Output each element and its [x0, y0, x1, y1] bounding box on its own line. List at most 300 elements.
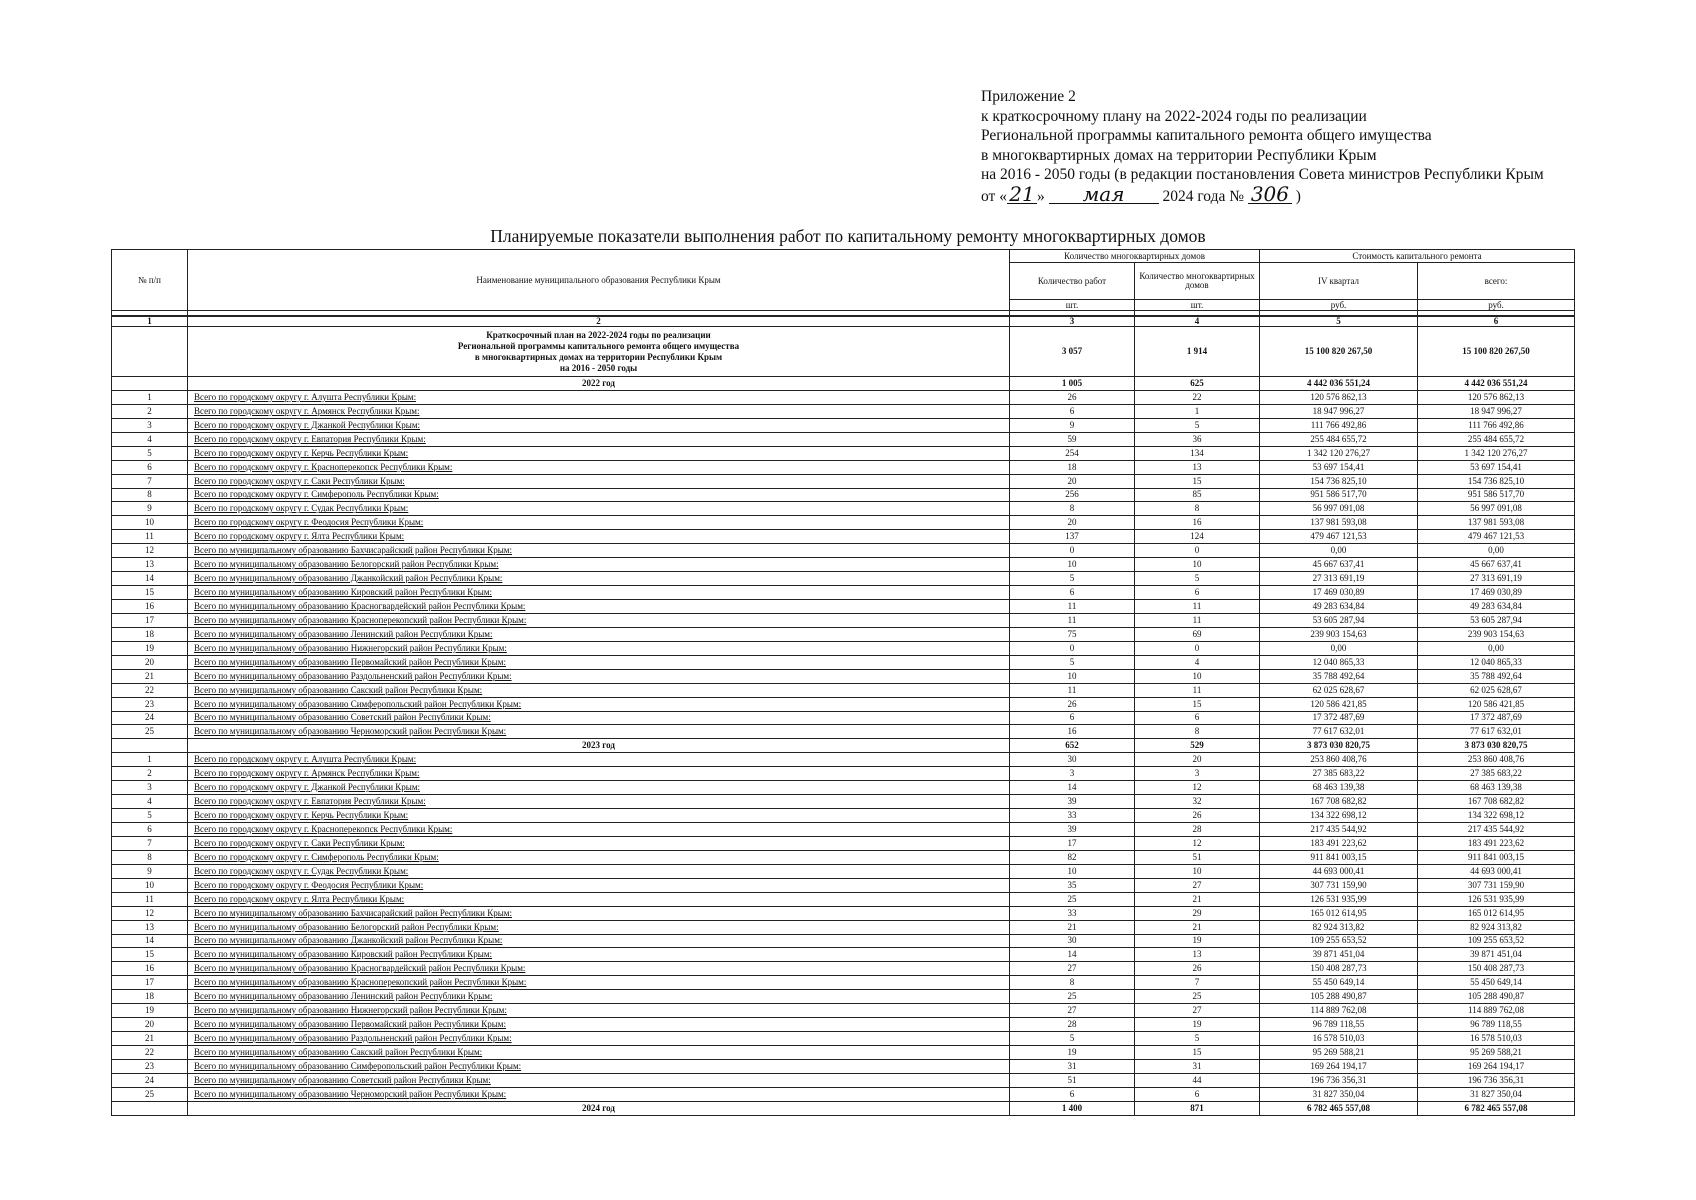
unit-houses: шт.: [1135, 300, 1260, 311]
header-line: Региональной программы капитального ремонта общего имущества: [981, 127, 1432, 144]
year-label: 2022 год: [188, 377, 1010, 391]
table-row: [112, 502, 1575, 516]
col-number: 2: [188, 316, 1010, 327]
col-number: 5: [1260, 316, 1418, 327]
row-houses: 134: [1135, 446, 1260, 460]
table-row: [112, 697, 1575, 711]
table-row: [112, 655, 1575, 669]
year-total: 3 873 030 820,75: [1418, 739, 1575, 753]
row-q4: 77 617 632,01: [1260, 725, 1418, 739]
row-name: Всего по муниципальному образованию Черноморский район Республики Крым:: [188, 1087, 1010, 1101]
row-num: 11: [112, 892, 188, 906]
row-num: 23: [112, 1059, 188, 1073]
header-date-line: [981, 181, 1681, 207]
row-works: 256: [1010, 488, 1135, 502]
row-works: 10: [1010, 864, 1135, 878]
row-name: Всего по городскому округу г. Керчь Республики Крым:: [188, 809, 1010, 823]
row-num: 5: [112, 446, 188, 460]
row-name: Всего по городскому округу г. Евпатория Республики Крым:: [188, 795, 1010, 809]
table-row: [112, 488, 1575, 502]
row-houses: 13: [1135, 460, 1260, 474]
row-houses: 22: [1135, 390, 1260, 404]
row-name: Всего по муниципальному образованию Нижнегорский район Республики Крым:: [188, 641, 1010, 655]
row-q4: 239 903 154,63: [1260, 627, 1418, 641]
row-total: 154 736 825,10: [1418, 474, 1575, 488]
row-q4: 96 789 118,55: [1260, 1018, 1418, 1032]
row-name: Всего по муниципальному образованию Джанкойский район Республики Крым:: [188, 572, 1010, 586]
row-works: 28: [1010, 1018, 1135, 1032]
row-total: 44 693 000,41: [1418, 864, 1575, 878]
table-row: [112, 934, 1575, 948]
table-row: [112, 460, 1575, 474]
row-works: 51: [1010, 1073, 1135, 1087]
col-number: 4: [1135, 316, 1260, 327]
table-row: [112, 948, 1575, 962]
table-row: [112, 781, 1575, 795]
row-houses: 28: [1135, 823, 1260, 837]
table-row: [112, 850, 1575, 864]
row-name: Всего по муниципальному образованию Симферопольский район Республики Крым:: [188, 697, 1010, 711]
row-total: 17 469 030,89: [1418, 586, 1575, 600]
row-name: Всего по муниципальному образованию Первомайский район Республики Крым:: [188, 655, 1010, 669]
year-total: 4 442 036 551,24: [1418, 377, 1575, 391]
year-q4: 6 782 465 557,08: [1260, 1101, 1418, 1115]
table-row: [112, 823, 1575, 837]
row-works: 59: [1010, 432, 1135, 446]
row-name: Всего по городскому округу г. Саки Республики Крым:: [188, 474, 1010, 488]
row-q4: 12 040 865,33: [1260, 655, 1418, 669]
unit-q4: руб.: [1260, 300, 1418, 311]
row-num: 17: [112, 976, 188, 990]
col-number: 3: [1010, 316, 1135, 327]
table-row: [112, 1046, 1575, 1060]
row-num: 24: [112, 711, 188, 725]
row-q4: 53 697 154,41: [1260, 460, 1418, 474]
row-works: 18: [1010, 460, 1135, 474]
row-total: 165 012 614,95: [1418, 906, 1575, 920]
row-houses: 11: [1135, 600, 1260, 614]
header-line: на 2016 - 2050 годы (в редакции постановления Совета министров Республики Крым: [981, 166, 1544, 183]
year-works: 652: [1010, 739, 1135, 753]
row-works: 0: [1010, 544, 1135, 558]
row-total: 31 827 350,04: [1418, 1087, 1575, 1101]
row-name: Всего по городскому округу г. Евпатория Республики Крым:: [188, 432, 1010, 446]
row-name: Всего по муниципальному образованию Первомайский район Республики Крым:: [188, 1018, 1010, 1032]
row-q4: 169 264 194,17: [1260, 1059, 1418, 1073]
row-works: 14: [1010, 948, 1135, 962]
row-name: Всего по муниципальному образованию Ленинский район Республики Крым:: [188, 627, 1010, 641]
row-q4: 39 871 451,04: [1260, 948, 1418, 962]
row-q4: 137 981 593,08: [1260, 516, 1418, 530]
row-name: Всего по муниципальному образованию Бахчисарайский район Республики Крым:: [188, 906, 1010, 920]
row-works: 33: [1010, 906, 1135, 920]
table-row: [112, 474, 1575, 488]
row-houses: 12: [1135, 836, 1260, 850]
row-q4: 126 531 935,99: [1260, 892, 1418, 906]
row-total: 169 264 194,17: [1418, 1059, 1575, 1073]
row-houses: 7: [1135, 976, 1260, 990]
row-q4: 109 255 653,52: [1260, 934, 1418, 948]
year-houses: 625: [1135, 377, 1260, 391]
row-works: 6: [1010, 404, 1135, 418]
year-works: 1 005: [1010, 377, 1135, 391]
row-num: 18: [112, 990, 188, 1004]
unit-total: руб.: [1418, 300, 1575, 311]
row-houses: 20: [1135, 753, 1260, 767]
row-q4: 53 605 287,94: [1260, 613, 1418, 627]
row-total: 18 947 996,27: [1418, 404, 1575, 418]
row-total: 134 322 698,12: [1418, 809, 1575, 823]
row-total: 95 269 588,21: [1418, 1046, 1575, 1060]
row-name: Всего по городскому округу г. Ялта Республики Крым:: [188, 892, 1010, 906]
row-houses: 1: [1135, 404, 1260, 418]
row-total: 0,00: [1418, 544, 1575, 558]
row-q4: 55 450 649,14: [1260, 976, 1418, 990]
row-name: Всего по городскому округу г. Джанкой Республики Крым:: [188, 418, 1010, 432]
row-num: 19: [112, 1004, 188, 1018]
col-header-name: Наименование муниципального образования Республики Крым: [188, 250, 1010, 311]
row-q4: 114 889 762,08: [1260, 1004, 1418, 1018]
row-houses: 6: [1135, 711, 1260, 725]
row-num: 9: [112, 864, 188, 878]
date-year: 2024 года №: [1162, 187, 1245, 205]
row-q4: 95 269 588,21: [1260, 1046, 1418, 1060]
row-works: 5: [1010, 572, 1135, 586]
row-num: 25: [112, 1087, 188, 1101]
year-label: 2023 год: [188, 739, 1010, 753]
row-houses: 26: [1135, 962, 1260, 976]
row-total: 68 463 139,38: [1418, 781, 1575, 795]
row-houses: 19: [1135, 1018, 1260, 1032]
row-name: Всего по городскому округу г. Красноперекопск Республики Крым:: [188, 460, 1010, 474]
row-q4: 1 342 120 276,27: [1260, 446, 1418, 460]
row-houses: 27: [1135, 878, 1260, 892]
row-num: 20: [112, 1018, 188, 1032]
handwritten-number: 306: [1248, 185, 1292, 204]
row-num: 25: [112, 725, 188, 739]
table-row: [112, 1087, 1575, 1101]
row-num: 22: [112, 683, 188, 697]
table-row: [112, 572, 1575, 586]
table-row: [112, 753, 1575, 767]
row-houses: 6: [1135, 586, 1260, 600]
row-q4: 16 578 510,03: [1260, 1032, 1418, 1046]
row-num: 12: [112, 906, 188, 920]
row-q4: 105 288 490,87: [1260, 990, 1418, 1004]
row-name: Всего по городскому округу г. Армянск Республики Крым:: [188, 404, 1010, 418]
row-name: Всего по муниципальному образованию Нижнегорский район Республики Крым:: [188, 1004, 1010, 1018]
row-total: 253 860 408,76: [1418, 753, 1575, 767]
table-row: [112, 725, 1575, 739]
row-q4: 951 586 517,70: [1260, 488, 1418, 502]
row-total: 217 435 544,92: [1418, 823, 1575, 837]
row-total: 239 903 154,63: [1418, 627, 1575, 641]
row-works: 6: [1010, 586, 1135, 600]
row-q4: 253 860 408,76: [1260, 753, 1418, 767]
row-num: 15: [112, 586, 188, 600]
row-num: 19: [112, 641, 188, 655]
row-works: 33: [1010, 809, 1135, 823]
row-works: 16: [1010, 725, 1135, 739]
row-houses: 15: [1135, 697, 1260, 711]
row-total: 96 789 118,55: [1418, 1018, 1575, 1032]
row-name: Всего по городскому округу г. Красноперекопск Республики Крым:: [188, 823, 1010, 837]
row-name: Всего по муниципальному образованию Симферопольский район Республики Крым:: [188, 1059, 1010, 1073]
row-q4: 56 997 091,08: [1260, 502, 1418, 516]
row-houses: 10: [1135, 558, 1260, 572]
row-q4: 154 736 825,10: [1260, 474, 1418, 488]
row-q4: 17 469 030,89: [1260, 586, 1418, 600]
row-total: 82 924 313,82: [1418, 920, 1575, 934]
row-total: 120 586 421,85: [1418, 697, 1575, 711]
row-houses: 31: [1135, 1059, 1260, 1073]
date-suffix: ): [1295, 187, 1301, 205]
row-works: 39: [1010, 795, 1135, 809]
year-houses: 871: [1135, 1101, 1260, 1115]
row-num: 2: [112, 404, 188, 418]
row-houses: 6: [1135, 1087, 1260, 1101]
row-total: 951 586 517,70: [1418, 488, 1575, 502]
table-row: [112, 627, 1575, 641]
row-num: 7: [112, 474, 188, 488]
row-houses: 0: [1135, 641, 1260, 655]
row-works: 26: [1010, 697, 1135, 711]
table-row: [112, 613, 1575, 627]
row-works: 39: [1010, 823, 1135, 837]
row-q4: 150 408 287,73: [1260, 962, 1418, 976]
col-header-works: Количество работ: [1010, 263, 1135, 300]
year-total: 6 782 465 557,08: [1418, 1101, 1575, 1115]
row-houses: 21: [1135, 892, 1260, 906]
col-number: 1: [112, 316, 188, 327]
year-q4: 3 873 030 820,75: [1260, 739, 1418, 753]
table-body: [112, 250, 1575, 1116]
row-houses: 27: [1135, 1004, 1260, 1018]
table-row: [112, 836, 1575, 850]
table-row: [112, 767, 1575, 781]
row-name: Всего по городскому округу г. Судак Республики Крым:: [188, 864, 1010, 878]
row-houses: 29: [1135, 906, 1260, 920]
row-q4: 18 947 996,27: [1260, 404, 1418, 418]
summary-q4: 15 100 820 267,50: [1260, 327, 1418, 377]
row-works: 6: [1010, 711, 1135, 725]
row-q4: 183 491 223,62: [1260, 836, 1418, 850]
row-name: Всего по муниципальному образованию Советский район Республики Крым:: [188, 1073, 1010, 1087]
row-name: Всего по городскому округу г. Керчь Республики Крым:: [188, 446, 1010, 460]
row-total: 137 981 593,08: [1418, 516, 1575, 530]
table-row: [112, 976, 1575, 990]
indicators-table: [111, 249, 1575, 1116]
table-row: [112, 446, 1575, 460]
row-q4: 27 385 683,22: [1260, 767, 1418, 781]
year-q4: 4 442 036 551,24: [1260, 377, 1418, 391]
col-header-houses: Количество многоквартирных домов: [1135, 263, 1260, 300]
row-works: 31: [1010, 1059, 1135, 1073]
row-name: Всего по городскому округу г. Алушта Республики Крым:: [188, 390, 1010, 404]
row-houses: 11: [1135, 613, 1260, 627]
row-q4: 0,00: [1260, 544, 1418, 558]
row-name: Всего по городскому округу г. Саки Республики Крым:: [188, 836, 1010, 850]
row-houses: 51: [1135, 850, 1260, 864]
table-row: [112, 516, 1575, 530]
row-works: 75: [1010, 627, 1135, 641]
row-houses: 16: [1135, 516, 1260, 530]
row-num: 3: [112, 781, 188, 795]
year-houses: 529: [1135, 739, 1260, 753]
row-total: 196 736 356,31: [1418, 1073, 1575, 1087]
date-mid: »: [1036, 187, 1045, 205]
row-num: 7: [112, 836, 188, 850]
row-num: 6: [112, 823, 188, 837]
row-num: 21: [112, 669, 188, 683]
row-num: 1: [112, 390, 188, 404]
row-num: 4: [112, 432, 188, 446]
row-name: Всего по муниципальному образованию Советский район Республики Крым:: [188, 711, 1010, 725]
row-total: 479 467 121,53: [1418, 530, 1575, 544]
col-header-group-count: Количество многоквартирных домов: [1010, 250, 1260, 263]
row-total: 167 708 682,82: [1418, 795, 1575, 809]
row-works: 8: [1010, 976, 1135, 990]
row-q4: 45 667 637,41: [1260, 558, 1418, 572]
table-row: [112, 920, 1575, 934]
row-num: 21: [112, 1032, 188, 1046]
row-total: 0,00: [1418, 641, 1575, 655]
table-row: [112, 641, 1575, 655]
row-total: 17 372 487,69: [1418, 711, 1575, 725]
row-q4: 120 586 421,85: [1260, 697, 1418, 711]
appendix-header: [981, 87, 1681, 206]
row-num: 3: [112, 418, 188, 432]
row-total: 27 313 691,19: [1418, 572, 1575, 586]
summary-row: [112, 327, 1575, 377]
row-name: Всего по муниципальному образованию Кировский район Республики Крым:: [188, 948, 1010, 962]
row-houses: 21: [1135, 920, 1260, 934]
row-name: Всего по муниципальному образованию Раздольненский район Республики Крым:: [188, 1032, 1010, 1046]
row-houses: 85: [1135, 488, 1260, 502]
row-q4: 255 484 655,72: [1260, 432, 1418, 446]
row-name: Всего по муниципальному образованию Красноперекопский район Республики Крым:: [188, 613, 1010, 627]
table-row: [112, 1032, 1575, 1046]
row-num: 2: [112, 767, 188, 781]
row-num: 14: [112, 572, 188, 586]
row-works: 17: [1010, 836, 1135, 850]
row-works: 5: [1010, 655, 1135, 669]
row-total: 53 697 154,41: [1418, 460, 1575, 474]
row-name: Всего по муниципальному образованию Черноморский район Республики Крым:: [188, 725, 1010, 739]
row-works: 19: [1010, 1046, 1135, 1060]
row-q4: 307 731 159,90: [1260, 878, 1418, 892]
row-q4: 44 693 000,41: [1260, 864, 1418, 878]
row-num: 13: [112, 558, 188, 572]
row-num: 11: [112, 530, 188, 544]
row-works: 11: [1010, 683, 1135, 697]
row-name: Всего по муниципальному образованию Красноперекопский район Республики Крым:: [188, 976, 1010, 990]
row-q4: 68 463 139,38: [1260, 781, 1418, 795]
year-total-row: [112, 739, 1575, 753]
row-num: 5: [112, 809, 188, 823]
row-q4: 217 435 544,92: [1260, 823, 1418, 837]
col-header-group-cost: Стоимость капитального ремонта: [1260, 250, 1575, 263]
row-houses: 0: [1135, 544, 1260, 558]
row-houses: 8: [1135, 725, 1260, 739]
row-houses: 10: [1135, 864, 1260, 878]
row-total: 255 484 655,72: [1418, 432, 1575, 446]
row-total: 16 578 510,03: [1418, 1032, 1575, 1046]
row-q4: 49 283 634,84: [1260, 600, 1418, 614]
row-total: 109 255 653,52: [1418, 934, 1575, 948]
row-works: 27: [1010, 962, 1135, 976]
row-houses: 11: [1135, 683, 1260, 697]
row-houses: 44: [1135, 1073, 1260, 1087]
row-num: 22: [112, 1046, 188, 1060]
row-total: 183 491 223,62: [1418, 836, 1575, 850]
row-name: Всего по городскому округу г. Судак Республики Крым:: [188, 502, 1010, 516]
row-houses: 19: [1135, 934, 1260, 948]
row-name: Всего по городскому округу г. Феодосия Республики Крым:: [188, 878, 1010, 892]
row-works: 11: [1010, 600, 1135, 614]
row-total: 114 889 762,08: [1418, 1004, 1575, 1018]
row-num: 10: [112, 878, 188, 892]
table-row: [112, 711, 1575, 725]
table-row: [112, 432, 1575, 446]
row-works: 6: [1010, 1087, 1135, 1101]
row-num: 15: [112, 948, 188, 962]
table-row: [112, 1004, 1575, 1018]
row-q4: 167 708 682,82: [1260, 795, 1418, 809]
table-row: [112, 600, 1575, 614]
table-row: [112, 906, 1575, 920]
row-houses: 10: [1135, 669, 1260, 683]
row-houses: 15: [1135, 474, 1260, 488]
summary-houses: 1 914: [1135, 327, 1260, 377]
col-number: 6: [1418, 316, 1575, 327]
row-houses: 4: [1135, 655, 1260, 669]
row-works: 5: [1010, 1032, 1135, 1046]
row-num: 6: [112, 460, 188, 474]
row-total: 55 450 649,14: [1418, 976, 1575, 990]
header-line: Приложение 2: [981, 88, 1076, 105]
table-row: [112, 418, 1575, 432]
row-total: 12 040 865,33: [1418, 655, 1575, 669]
row-num: 1: [112, 753, 188, 767]
row-q4: 31 827 350,04: [1260, 1087, 1418, 1101]
year-works: 1 400: [1010, 1101, 1135, 1115]
row-houses: 8: [1135, 502, 1260, 516]
row-total: 27 385 683,22: [1418, 767, 1575, 781]
table-row: [112, 878, 1575, 892]
row-q4: 196 736 356,31: [1260, 1073, 1418, 1087]
row-works: 137: [1010, 530, 1135, 544]
unit-works: шт.: [1010, 300, 1135, 311]
row-houses: 12: [1135, 781, 1260, 795]
row-houses: 5: [1135, 1032, 1260, 1046]
row-name: Всего по муниципальному образованию Бахчисарайский район Республики Крым:: [188, 544, 1010, 558]
table-row: [112, 1018, 1575, 1032]
row-num: 16: [112, 600, 188, 614]
table-row: [112, 683, 1575, 697]
row-q4: 0,00: [1260, 641, 1418, 655]
row-houses: 26: [1135, 809, 1260, 823]
row-houses: 15: [1135, 1046, 1260, 1060]
row-works: 254: [1010, 446, 1135, 460]
col-header-total: всего:: [1418, 263, 1575, 300]
row-q4: 120 576 862,13: [1260, 390, 1418, 404]
row-name: Всего по муниципальному образованию Раздольненский район Республики Крым:: [188, 669, 1010, 683]
document-title: Планируемые показатели выполнения работ по капитальному ремонту многоквартирных домов: [490, 226, 1206, 246]
table-row: [112, 864, 1575, 878]
row-num: 13: [112, 920, 188, 934]
row-works: 27: [1010, 1004, 1135, 1018]
